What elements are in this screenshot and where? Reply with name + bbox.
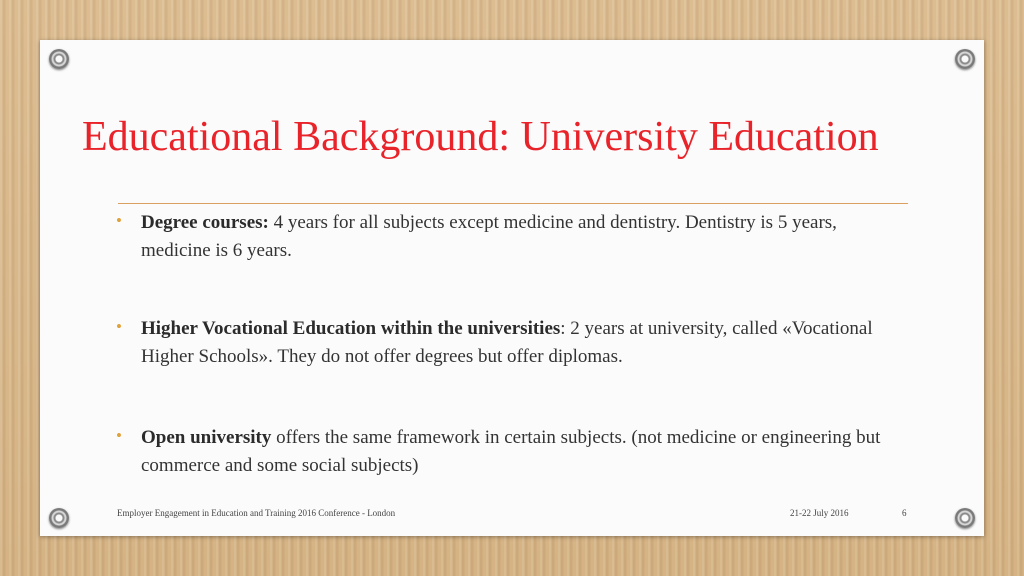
bullet-icon: • bbox=[116, 317, 122, 336]
bullet-text bbox=[141, 315, 906, 371]
bullet-body: : 2 years at university, called «Vocational Higher Schools». They do not offer degrees but offer diplomas. bbox=[141, 318, 873, 367]
bullet-bold: Higher Vocational Education within the universities bbox=[141, 318, 561, 339]
bullet-text bbox=[141, 209, 906, 265]
slide-title: Educational Background: University Education bbox=[82, 114, 879, 160]
bullet-icon: • bbox=[116, 211, 122, 230]
pin-top-right-icon bbox=[955, 49, 975, 69]
title-divider bbox=[118, 203, 908, 204]
footer-left-text: Employer Engagement in Education and Training 2016 Conference - London bbox=[117, 508, 396, 518]
pin-bottom-right-icon bbox=[955, 508, 975, 528]
page-number: 6 bbox=[902, 508, 907, 518]
pin-top-left-icon bbox=[49, 49, 69, 69]
bullet-bold: Degree courses: bbox=[141, 212, 269, 233]
bullet-bold: Open university bbox=[141, 427, 272, 448]
bullet-body: 4 years for all subjects except medicine and dentistry. Dentistry is 5 years, medicine is 6 years. bbox=[141, 212, 837, 261]
pin-bottom-left-icon bbox=[49, 508, 69, 528]
bullet-text bbox=[141, 424, 906, 480]
bullet-icon: • bbox=[116, 426, 122, 445]
bullet-body: offers the same framework in certain subjects. (not medicine or engineering but commerce and some social subjects) bbox=[141, 427, 881, 476]
footer-date: 21-22 July 2016 bbox=[790, 508, 849, 518]
